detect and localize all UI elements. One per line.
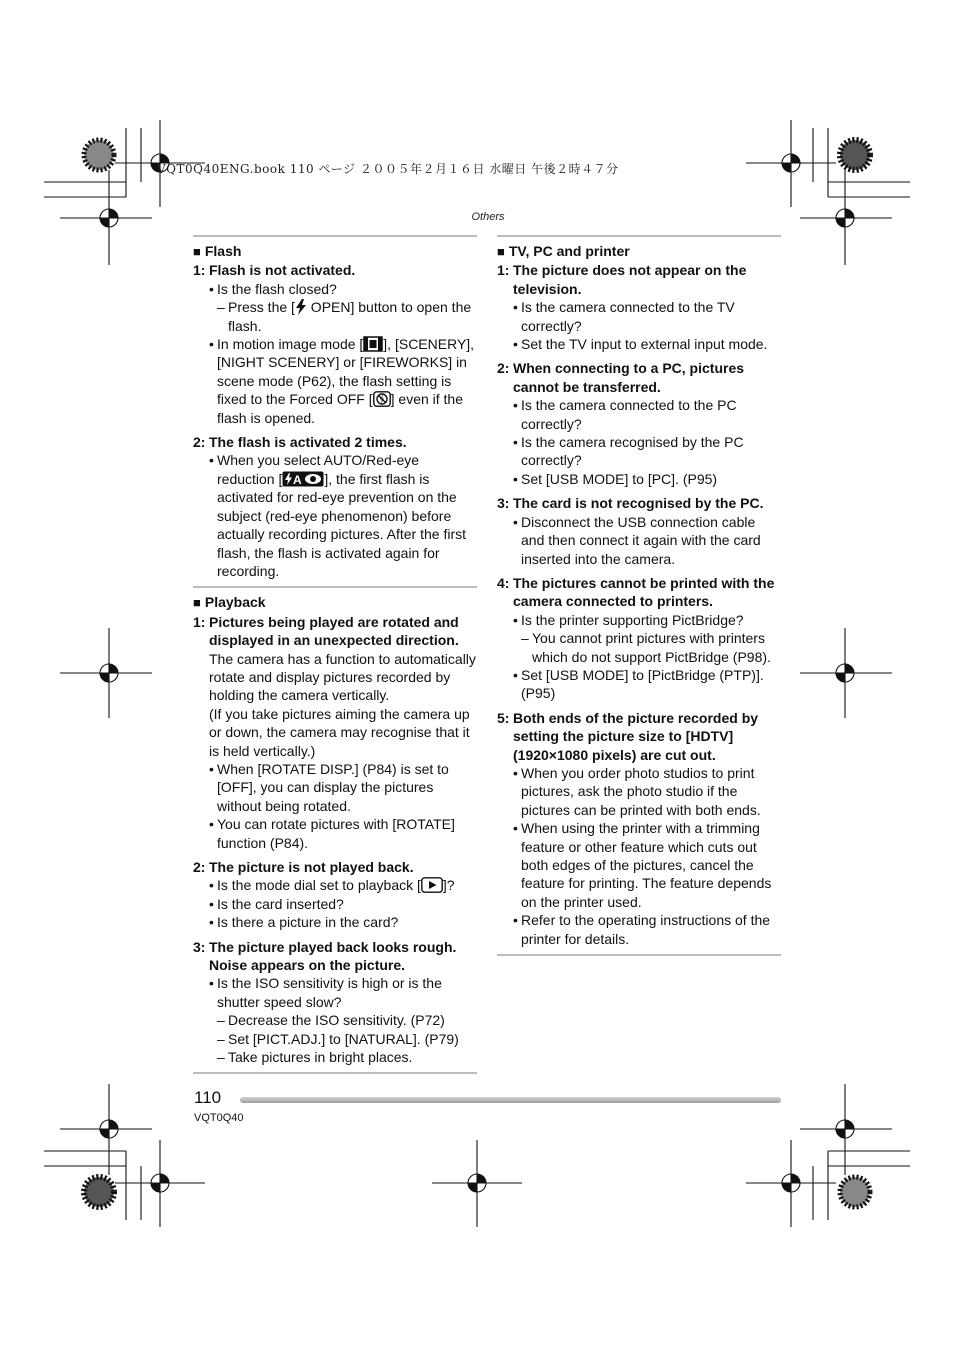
bullet: • You can rotate pictures with [ROTATE] function (P84). bbox=[209, 816, 455, 851]
bullet: • When you select AUTO/Red-eye reduction [ A ], the first flash is activated for red-eye prevention on the subject (red-eye phenomenon) before actually recording pictures. After the first flash, the flash is activated again for recording. bbox=[209, 452, 466, 579]
paragraph: The camera has a function to automatically rotate and display pictures recorded by holding the camera vertically. bbox=[209, 650, 476, 704]
bullet: • Is the printer supporting PictBridge? bbox=[513, 611, 744, 628]
bullet: • Is the ISO sensitivity is high or is the shutter speed slow? bbox=[209, 975, 442, 1010]
bullet: • Is the flash closed? bbox=[209, 280, 337, 297]
paragraph: (If you take pictures aiming the camera up or down, the camera may recognise that it is held vertically.) bbox=[209, 705, 470, 759]
section-title-playback: ■ Playback bbox=[193, 594, 266, 611]
bullet: • Refer to the operating instructions of the printer for details. bbox=[513, 912, 771, 947]
section-title-tv-pc-printer: ■ TV, PC and printer bbox=[497, 243, 630, 259]
section-title-flash: ■ Flash bbox=[193, 243, 242, 259]
document-code: VQT0Q40 bbox=[194, 1112, 244, 1124]
bullet: • Is the camera connected to the TV correctly? bbox=[513, 299, 735, 334]
section-divider bbox=[193, 586, 477, 588]
question-card-3: 3: The card is not recognised by the PC. bbox=[497, 495, 764, 512]
left-column bbox=[193, 235, 477, 1074]
flash-auto-redeye-icon bbox=[282, 471, 324, 487]
bullet: • Is the mode dial set to playback [ ]? bbox=[209, 877, 455, 894]
bullet: • Set [USB MODE] to [PC]. (P95) bbox=[513, 470, 718, 487]
bullet: • Is the camera recognised by the PC correctly? bbox=[513, 434, 744, 469]
dash-item: – Take pictures in bright places. bbox=[217, 1049, 413, 1066]
dash-item: – You cannot print pictures with printers which do not support PictBridge (P98). bbox=[521, 630, 771, 665]
footer-bar bbox=[240, 1097, 781, 1103]
bullet: • Set the TV input to external input mode. bbox=[513, 336, 768, 353]
bullet: • When [ROTATE DISP.] (P84) is set to [OFF], you can display the pictures without being rotated. bbox=[209, 760, 449, 814]
motion-image-icon bbox=[363, 336, 383, 352]
question-playback-1: 1: Pictures being played are rotated and displayed in an unexpected direction. bbox=[193, 613, 459, 649]
bullet: • When you order photo studios to print pictures, ask the photo studio if the pictures can be printed with both ends. bbox=[513, 764, 761, 818]
bullet: • Is there a picture in the card? bbox=[209, 914, 399, 931]
bullet: • Set [USB MODE] to [PictBridge (PTP)]. (P95) bbox=[513, 666, 764, 702]
question-pc-2: 2: When connecting to a PC, pictures cannot be transferred. bbox=[497, 360, 745, 395]
question-printer-4: 4: The pictures cannot be printed with the camera connected to printers. bbox=[497, 574, 775, 610]
right-column bbox=[497, 235, 781, 956]
question-flash-2: 2: The flash is activated 2 times. bbox=[193, 434, 407, 451]
bullet: • In motion image mode [ ], [SCENERY], [NIGHT SCENERY] or [FIREWORKS] in scene mode (P62), the flash setting is fixed to the Forced OFF [ ] even if the flash is opened. bbox=[209, 336, 475, 426]
running-head: Others bbox=[471, 211, 505, 223]
dash-item: – Set [PICT.ADJ.] to [NATURAL]. (P79) bbox=[217, 1030, 459, 1047]
bullet: • Is the camera connected to the PC correctly? bbox=[513, 397, 737, 432]
playback-icon bbox=[421, 877, 443, 893]
page-number: 110 bbox=[194, 1088, 222, 1107]
svg-text:A: A bbox=[293, 472, 303, 487]
bottom-rule bbox=[193, 1072, 477, 1074]
question-hdtv-5: 5: Both ends of the picture recorded by setting the picture size to [HDTV] (1920×1080 pixels) are cut out. bbox=[497, 709, 759, 763]
question-tv-1: 1: The picture does not appear on the television. bbox=[497, 262, 747, 297]
top-rule bbox=[497, 235, 781, 237]
dash-item: – Decrease the ISO sensitivity. (P72) bbox=[217, 1012, 445, 1029]
dash-item: – Press the [ OPEN] button to open the flash. bbox=[217, 299, 472, 334]
bullet: • Is the card inserted? bbox=[209, 895, 344, 912]
bullet: • When using the printer with a trimming feature or other feature which cuts out both edges of the pictures, cancel the feature for printing. The feature depends on the printer used. bbox=[513, 820, 772, 910]
flash-icon bbox=[295, 299, 307, 315]
bottom-rule bbox=[497, 954, 781, 956]
print-slug-line: VQT0Q40ENG.book 110 ページ ２００５年２月１６日 水曜日 午後２時４７分 bbox=[157, 162, 619, 176]
top-rule bbox=[193, 235, 477, 237]
question-playback-3: 3: The picture played back looks rough. Noise appears on the picture. bbox=[193, 938, 457, 974]
flash-off-icon bbox=[373, 391, 391, 407]
question-flash-1: 1: Flash is not activated. bbox=[193, 262, 356, 279]
bullet: • Disconnect the USB connection cable and then connect it again with the card inserted into the camera. bbox=[513, 513, 761, 567]
question-playback-2: 2: The picture is not played back. bbox=[193, 859, 414, 875]
